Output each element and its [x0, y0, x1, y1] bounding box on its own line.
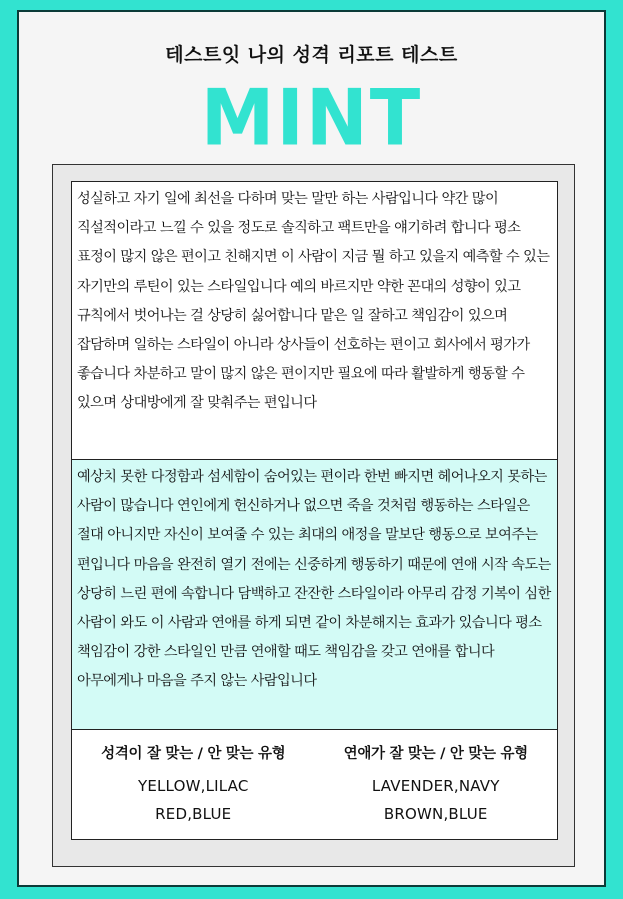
love-compatibility-heading: 연애가 잘 맞는 / 안 맞는 유형 [343, 746, 528, 762]
compatibility-section [72, 730, 557, 839]
report-frame [17, 10, 606, 887]
personality-good-types: YELLOW,LILAC [137, 777, 249, 795]
love-good-types: LAVENDER,NAVY [371, 777, 500, 795]
personality-compatibility [72, 730, 315, 839]
page-title: 테스트잇 나의 성격 리포트 테스트 [165, 44, 458, 66]
personality-compatibility-heading: 성격이 잘 맞는 / 안 맞는 유형 [101, 746, 286, 762]
report-card [71, 181, 558, 840]
report-panel [52, 164, 575, 867]
personality-bad-types: RED,BLUE [155, 805, 232, 823]
personality-description: 성실하고 자기 일에 최선을 다하며 맞는 말만 하는 사람입니다 약간 많이 직설적이라고 느낄 수 있을 정도로 솔직하고 팩트만을 얘기하려 합니다 평소 표정이 많지 않은 편이고 친해지면 이 사람이 지금 뭘 하고 있을지 예측할 수 있는 자기만의 루틴이 있는 스타일입니다 예의 바르지만 약한 꼰대의 성향이 있고 규칙에서 벗어나는 걸 상당히 싫어합니다 맡은 일 잘하고 책임감이 있으며 잡담하며 일하는 스타일이 아니라 상사들이 선호하는 편이고 회사에서 평가가 좋습니다 차분하고 말이 많지 않은 편이지만 필요에 따라 활발하게 행동할 수 있으며 상대방에게 잘 맞춰주는 편입니다 [72, 182, 557, 460]
love-compatibility [315, 730, 558, 839]
love-description: 예상치 못한 다정함과 섬세함이 숨어있는 편이라 한번 빠지면 헤어나오지 못하는 사람이 많습니다 연인에게 헌신하거나 없으면 죽을 것처럼 행동하는 스타일은 절대 아니지만 자신이 보여줄 수 있는 최대의 애정을 말보단 행동으로 보여주는 편입니다 마음을 완전히 열기 전에는 신중하게 행동하기 때문에 연애 시작 속도는 상당히 느린 편에 속합니다 담백하고 잔잔한 스타일이라 아무리 감정 기복이 심한 사람이 와도 이 사람과 연애를 하게 되면 같이 차분해지는 효과가 있습니다 평소 책임감이 강한 스타일인 만큼 연애할 때도 책임감을 갖고 연애를 합니다 아무에게나 마음을 주지 않는 사람입니다 [72, 460, 557, 730]
result-word: MINT [200, 72, 423, 164]
love-bad-types: BROWN,BLUE [383, 805, 488, 823]
